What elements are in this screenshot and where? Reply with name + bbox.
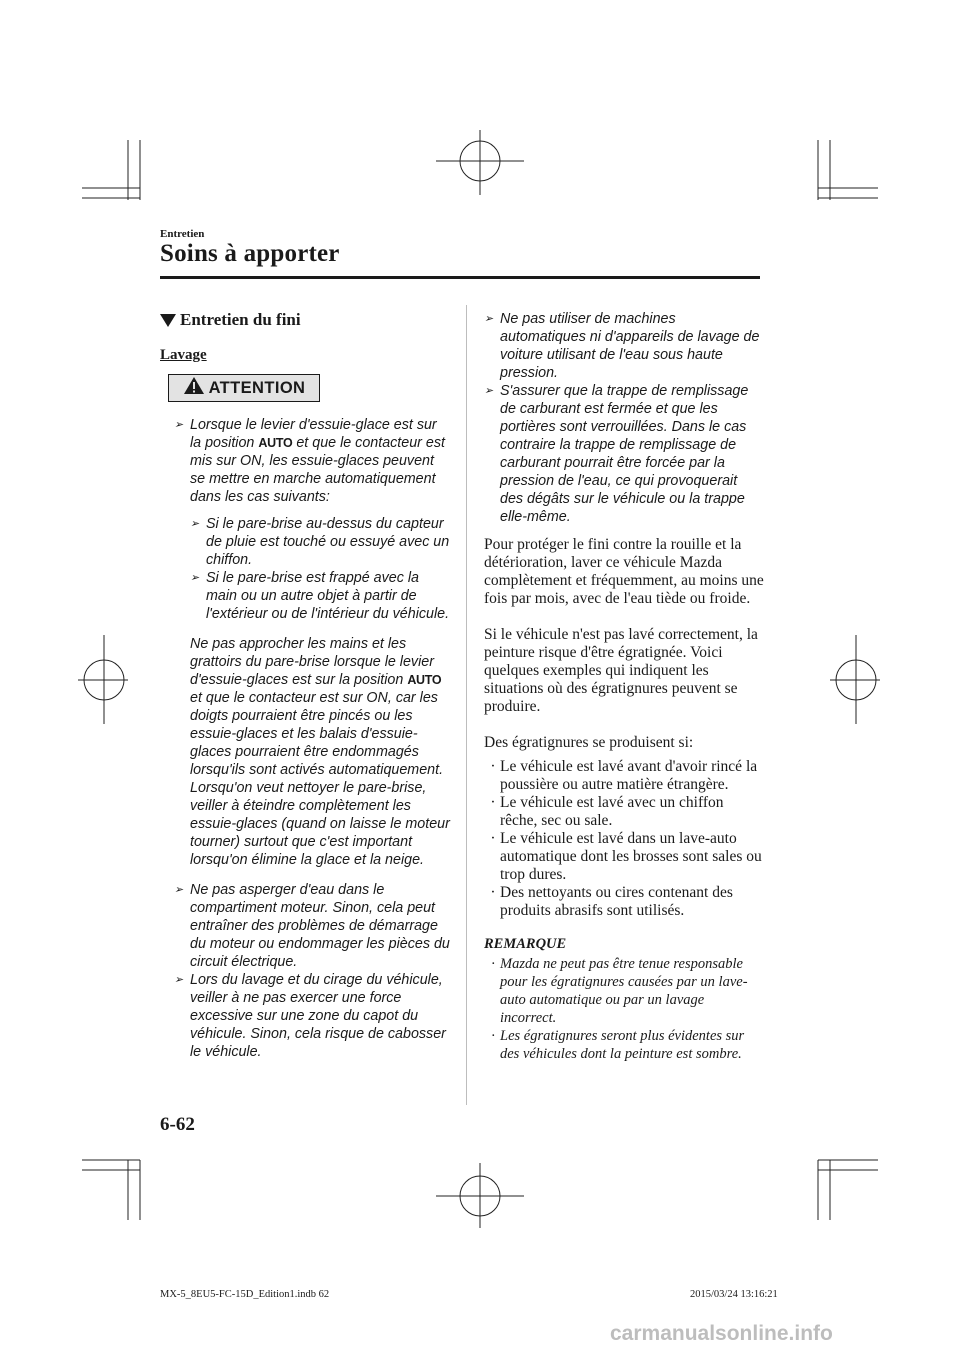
body-paragraph: Si le véhicule n'est pas lavé correctement, la peinture risque d'être égratignée. Voici quelques exemples qui indiquent les situations où des égratignures peuvent se produire. <box>484 626 758 715</box>
list-item-text: Des nettoyants ou cires contenant des produits abrasifs sont utilisés. <box>500 884 733 919</box>
note-item-text: Mazda ne peut pas être tenue responsable pour les égratignures causées par un lave-auto automatique ou par un lavage incorrect. <box>500 956 748 1026</box>
subsection-heading-text: Entretien du fini <box>180 310 301 329</box>
auto-position-label: AUTO <box>258 436 293 450</box>
page-number: 6-62 <box>160 1114 195 1135</box>
note-item <box>486 955 764 1027</box>
down-triangle-icon <box>160 314 176 327</box>
attention-box <box>168 374 320 402</box>
attention-bullet <box>174 416 450 506</box>
arrowhead-bullet-icon: ➢ <box>174 974 184 986</box>
column-divider <box>466 305 467 1105</box>
dot-bullet-icon: · <box>490 794 496 811</box>
attention-bullet <box>174 971 450 1061</box>
right-column <box>484 310 764 1063</box>
bullet-text: Ne pas asperger d'eau dans le compartiment moteur. Sinon, cela peut entraîner des problèmes de démarrage du moteur ou endommager les pièces du circuit électrique. <box>190 882 450 970</box>
dot-bullet-icon: · <box>491 956 495 972</box>
list-item <box>486 830 764 884</box>
arrowhead-bullet-icon: ➢ <box>484 313 494 325</box>
attention-bullet <box>484 382 764 526</box>
arrowhead-bullet-icon: ➢ <box>174 419 184 431</box>
sub-bullet-text: Si le pare-brise est frappé avec la main ou un autre objet à partir de l'extérieur ou de l'intérieur du véhicule. <box>206 570 450 622</box>
para-text: et que le contacteur est sur ON, car les doigts pourraient être pincés ou les essuie-glaces et les balais d'essuie-glaces pourraient être endommagés lorsqu'ils sont activés automatiquement. <box>190 690 444 778</box>
title-rule <box>160 276 760 279</box>
arrowhead-bullet-icon: ➢ <box>174 884 184 896</box>
page-title: Soins à apporter <box>160 240 340 267</box>
note-item <box>486 1027 764 1063</box>
body-paragraph: Pour protéger le fini contre la rouille et la détérioration, laver ce véhicule Mazda complètement et fréquemment, au moins une fois par mois, avec de l'eau tiède ou froide. <box>484 536 764 607</box>
bullet-text: et que le contacteur est mis sur ON, les essuie-glaces peuvent se mettre en marche automatiquement dans les cas suivants: <box>190 435 445 505</box>
subsection-heading <box>160 310 450 330</box>
attention-paragraph <box>190 635 450 779</box>
print-file-info: MX-5_8EU5-FC-15D_Edition1.indb 62 <box>160 1289 330 1300</box>
warning-triangle-icon <box>183 376 205 400</box>
list-item-text: Le véhicule est lavé avec un chiffon rêche, sec ou sale. <box>500 794 724 829</box>
arrowhead-bullet-icon: ➢ <box>190 572 200 584</box>
sub-bullet-text: Si le pare-brise au-dessus du capteur de pluie est touché ou essuyé avec un chiffon. <box>206 516 450 568</box>
left-column <box>160 310 450 1061</box>
bullet-text: Ne pas utiliser de machines automatiques ni d'appareils de lavage de voiture utilisant de l'eau sous haute pression. <box>500 311 760 381</box>
attention-paragraph: Lorsqu'on veut nettoyer le pare-brise, veiller à éteindre complètement les essuie-glaces (quand on laisse le moteur tourner) surtout que c'est important lorsqu'on élimine la glace et la neige. <box>190 780 450 868</box>
list-item <box>486 884 764 920</box>
section-label: Entretien <box>160 228 205 240</box>
print-date-info: 2015/03/24 13:16:21 <box>690 1289 778 1300</box>
dot-bullet-icon: · <box>490 830 496 847</box>
bullet-text: Lorsque le levier d'essuie-glace est sur la position <box>190 417 437 451</box>
watermark: carmanualsonline.info <box>610 1322 833 1345</box>
body-paragraph: Des égratignures se produisent si: <box>484 734 694 751</box>
list-item <box>486 794 764 830</box>
attention-sub-bullet <box>190 569 450 623</box>
dot-bullet-icon: · <box>490 758 496 775</box>
dot-bullet-icon: · <box>491 1028 495 1044</box>
dot-bullet-icon: · <box>490 884 496 901</box>
list-item <box>486 758 764 794</box>
list-item-text: Le véhicule est lavé avant d'avoir rincé la poussière ou autre matière étrangère. <box>500 758 758 793</box>
attention-bullet <box>174 881 450 971</box>
subhead-lavage: Lavage <box>160 347 207 363</box>
list-item-text: Le véhicule est lavé dans un lave-auto automatique dont les brosses sont sales ou trop dures. <box>500 830 762 883</box>
bullet-text: S'assurer que la trappe de remplissage de carburant est fermée et que les portières sont verrouillées. Dans le cas contraire la trappe de remplissage de carburant pourrait être forcée par la pression de l'eau, ce qui provoquerait des dégâts sur le véhicule ou la trappe elle-même. <box>500 383 749 525</box>
arrowhead-bullet-icon: ➢ <box>484 385 494 397</box>
note-title: REMARQUE <box>484 936 567 952</box>
bullet-text: Lors du lavage et du cirage du véhicule, veiller à ne pas exercer une force excessive sur une zone du capot du véhicule. Sinon, cela risque de cabosser le véhicule. <box>190 972 446 1060</box>
note-item-text: Les égratignures seront plus évidentes sur des véhicules dont la peinture est sombre. <box>500 1028 745 1062</box>
attention-bullet <box>484 310 764 382</box>
attention-label: ATTENTION <box>208 378 306 397</box>
para-text: Ne pas approcher les mains et les grattoirs du pare-brise lorsque le levier d'essuie-glaces est sur la position <box>190 636 434 688</box>
arrowhead-bullet-icon: ➢ <box>190 518 200 530</box>
attention-sub-bullet <box>190 515 450 569</box>
auto-position-label: AUTO <box>407 673 442 687</box>
